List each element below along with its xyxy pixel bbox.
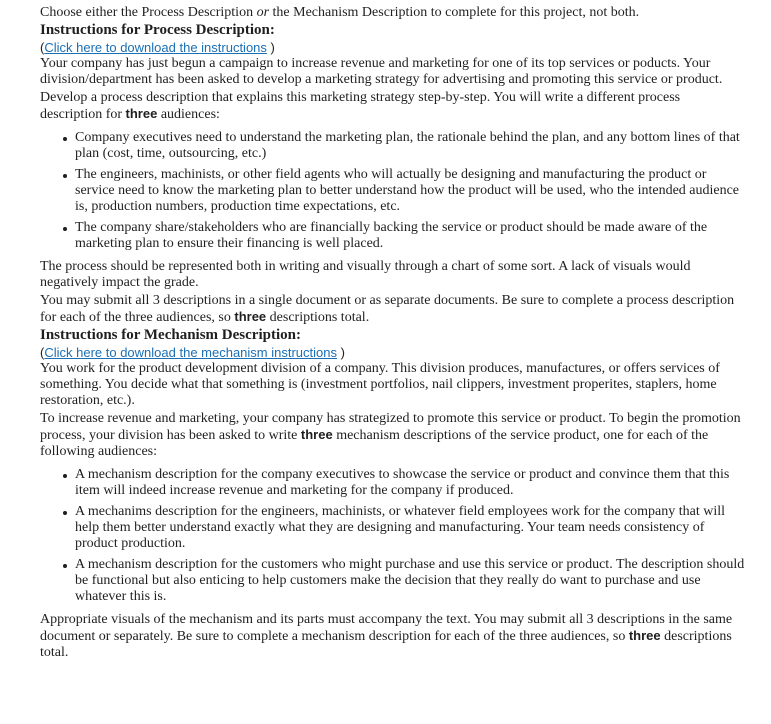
intro-text-end: the Mechanism Description to complete for this project, not both. <box>269 5 640 20</box>
mechanism-heading: Instructions for Mechanism Description: <box>40 327 301 343</box>
instructions-page <box>40 5 745 661</box>
mechanism-audience-list <box>40 467 745 605</box>
process-download-link[interactable]: Click here to download the instructions <box>44 40 267 55</box>
process-audience-list <box>40 130 745 252</box>
list-item: Company executives need to understand the marketing plan, the rationale behind the plan, and any bottom lines of that plan (cost, time, outsourcing, etc.) <box>40 130 745 162</box>
mechanism-paragraph-1: You work for the product development division of a company. This division produces, manufactures, or offers services of something. You decide what that something is (investment portfolios, nail clippers, investment properites, staplers, home restoration, etc.). <box>40 361 720 408</box>
intro-paragraph <box>40 5 745 21</box>
list-item: The company share/stakeholders who are financially backing the service or product should be made aware of the marketing plan to ensure their financing is well placed. <box>40 220 745 252</box>
intro-or: or <box>256 5 270 20</box>
mechanism-paragraph-2: To increase revenue and marketing, your company has strategized to promote this service or product. To begin the promotion process, your division has been asked to write three mechanism descriptions of the service product, one for each of the following audiences: <box>40 411 741 459</box>
mechanism-download-line: (Click here to download the mechanism instructions ) <box>40 345 345 360</box>
process-paragraph-2: Develop a process description that explains this marketing strategy step-by-step. You will write a different process description for three audiences: <box>40 90 681 122</box>
process-download-line: (Click here to download the instructions ) <box>40 40 275 55</box>
list-item: A mechanism description for the company executives to showcase the service or product and convince them that this item will indeed increase revenue and marketing for the company if produced. <box>40 467 745 499</box>
list-item: A mechanism description for the customers who might purchase and use this service or product. The description should be functional but also enticing to help customers make the decision that they really do want to purchase and use whatever this is. <box>40 557 745 605</box>
list-item: A mechanims description for the engineers, machinists, or whatever field employees work for the company that will help them better understand exactly what they are designing and manufacturing. Your team needs consistency of product production. <box>40 504 745 552</box>
process-paragraph-3: The process should be represented both in writing and visually through a chart of some sort. A lack of visuals would negatively impact the grade. <box>40 259 691 290</box>
list-item: The engineers, machinists, or other field agents who will actually be designing and manufacturing the product or service need to know the marketing plan to better understand how the product will be used, who the intended audience is, production numbers, production time expectations, etc. <box>40 167 745 215</box>
mechanism-paragraph-3: Appropriate visuals of the mechanism and its parts must accompany the text. You may submit all 3 descriptions in the same document or separately. Be sure to complete a mechanism description for each of the three audiences, so three descriptions total. <box>40 612 733 660</box>
process-paragraph-1: Your company has just begun a campaign to increase revenue and marketing for one of its top services or poducts. Your division/department has been asked to develop a marketing strategy for advertising and promoting this service or product. <box>40 56 723 87</box>
process-paragraph-4: You may submit all 3 descriptions in a single document or as separate documents. Be sure to complete a process description for each of the three audiences, so three descriptions total. <box>40 293 735 325</box>
intro-text: Choose either the Process Description <box>40 5 257 20</box>
process-heading: Instructions for Process Description: <box>40 22 275 38</box>
mechanism-download-link[interactable]: Click here to download the mechanism instructions <box>44 345 337 360</box>
